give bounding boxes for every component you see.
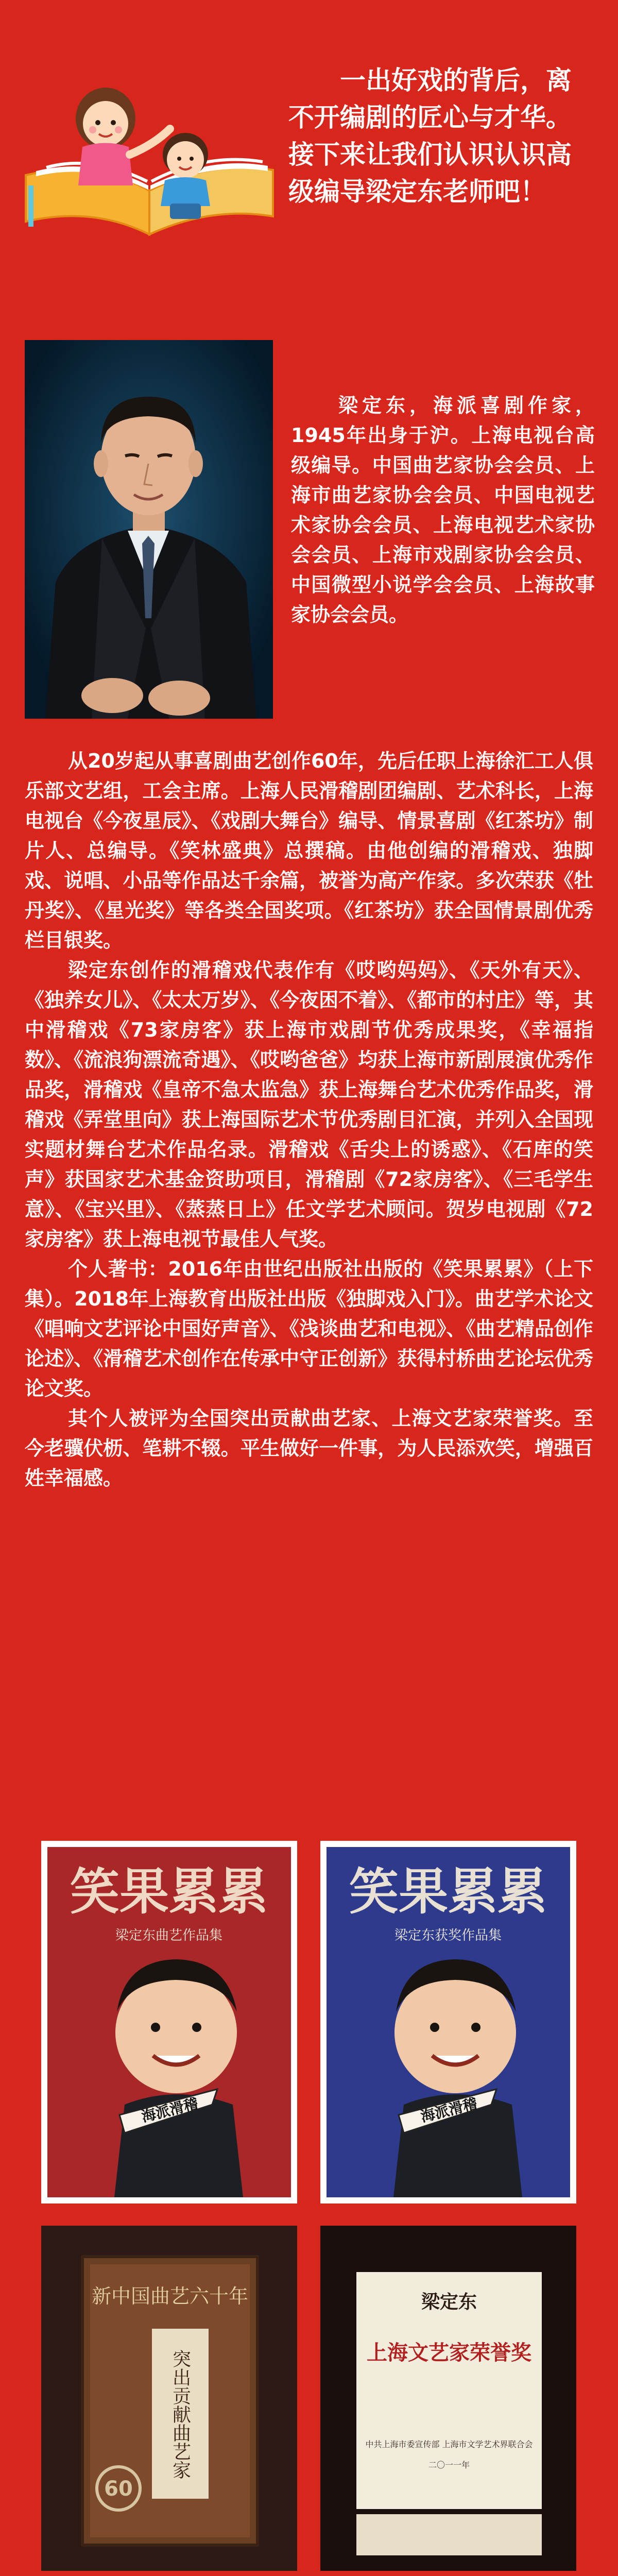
- award-2-name: 梁定东: [421, 2291, 477, 2313]
- book-2-stamp: 海派滑稽: [419, 2095, 479, 2126]
- award-1-plaque-text: 突出贡献曲艺家: [169, 2349, 191, 2479]
- portrait-photo: [25, 340, 273, 719]
- paragraph-honors: 其个人被评为全国突出贡献曲艺家、上海文艺家荣誉奖。至今老骥伏枥、笔耕不辍。平生做好一件事，为人民添欢笑，增强百姓幸福感。: [25, 1407, 593, 1489]
- award-1-year-text: 新中国曲艺六十年: [91, 2285, 249, 2308]
- book-photo-1: [41, 1841, 297, 2204]
- book-1-stamp: 海派滑稽: [140, 2095, 200, 2126]
- book-1-subtitle: 梁定东曲艺作品集: [115, 1928, 223, 1943]
- book-cover-2: [327, 1847, 570, 2197]
- book-cover-1: [47, 1847, 291, 2197]
- paragraph-career: 从20岁起从事喜剧曲艺创作60年，先后任职上海徐汇工人俱乐部文艺组，工会主席。上海人民滑稽剧团编剧、艺术科长，上海电视台《今夜星辰》、《戏剧大舞台》编导、情景喜剧《红茶坊》制片人、总编导。《笑林盛典》总撰稿。由他创编的滑稽戏、独脚戏、说唱、小品等作品达千余篇，被誉为高产作家。多次荣获《牡丹奖》、《星光奖》等各类全国奖项。《红茶坊》获全国情景剧优秀栏目银奖。: [25, 750, 593, 952]
- award-trophy-image: [41, 2226, 297, 2571]
- bio-summary: 梁定东，海派喜剧作家，1945年出身于沪。上海电视台高级编导。中国曲艺家协会会员、上海市曲艺家协会会员、中国电视艺术家协会会员、上海电视艺术家协会会员、上海市戏剧家协会会员、中国微型小说学会会员、上海故事家协会会员。: [291, 394, 595, 626]
- book-photo-2: [320, 1841, 576, 2204]
- biography-body: [25, 746, 593, 1493]
- book-2-title: 笑果累累: [349, 1862, 547, 1921]
- portrait-illustration: [25, 340, 273, 719]
- kids-reading-illustration: [15, 57, 283, 252]
- award-certificate-image: [320, 2226, 576, 2571]
- book-1-title: 笑果累累: [70, 1862, 268, 1921]
- award-photo-2: [320, 2226, 576, 2571]
- award-2-title: 上海文艺家荣誉奖: [367, 2341, 531, 2365]
- award-photo-1: [41, 2226, 297, 2571]
- paragraph-publications: 个人著书：2016年由世纪出版社出版的《笑果累累》（上下集）。2018年上海教育出版社出版《独脚戏入门》。曲艺学术论文《唱响文艺评论中国好声音》、《浅谈曲艺和电视》、《曲艺精品创作论述》、《滑稽艺术创作在传承中守正创新》获得村桥曲艺论坛优秀论文奖。: [25, 1258, 593, 1400]
- award-2-issuer: 中共上海市委宣传部 上海市文学艺术界联合会: [365, 2439, 533, 2449]
- award-1-badge: 60: [104, 2477, 133, 2501]
- book-2-subtitle: 梁定东获奖作品集: [394, 1928, 502, 1943]
- paragraph-works: 梁定东创作的滑稽戏代表作有《哎哟妈妈》、《天外有天》、《独养女儿》、《太太万岁》、《今夜困不着》、《都市的村庄》等，其中滑稽戏《73家房客》获上海市戏剧节优秀成果奖，《幸福指数》、《流浪狗漂流奇遇》、《哎哟爸爸》均获上海市新剧展演优秀作品奖，滑稽戏《皇帝不急太监急》获上海舞台艺术优秀作品奖，滑稽戏《弄堂里向》获上海国际艺术节优秀剧目汇演，并列入全国现实题材舞台艺术作品名录。滑稽戏《舌尖上的诱惑》、《石库的笑声》获国家艺术基金资助项目，滑稽剧《72家房客》、《三毛学生意》、《宝兴里》、《蒸蒸日上》任文学艺术顾问。贺岁电视剧《72家房客》获上海电视节最佳人气奖。: [25, 959, 593, 1250]
- award-2-date: 二〇一一年: [428, 2460, 470, 2470]
- intro-text: 一出好戏的背后，离不开编剧的匠心与才华。接下来让我们认识认识高级编导梁定东老师吧！: [288, 65, 572, 207]
